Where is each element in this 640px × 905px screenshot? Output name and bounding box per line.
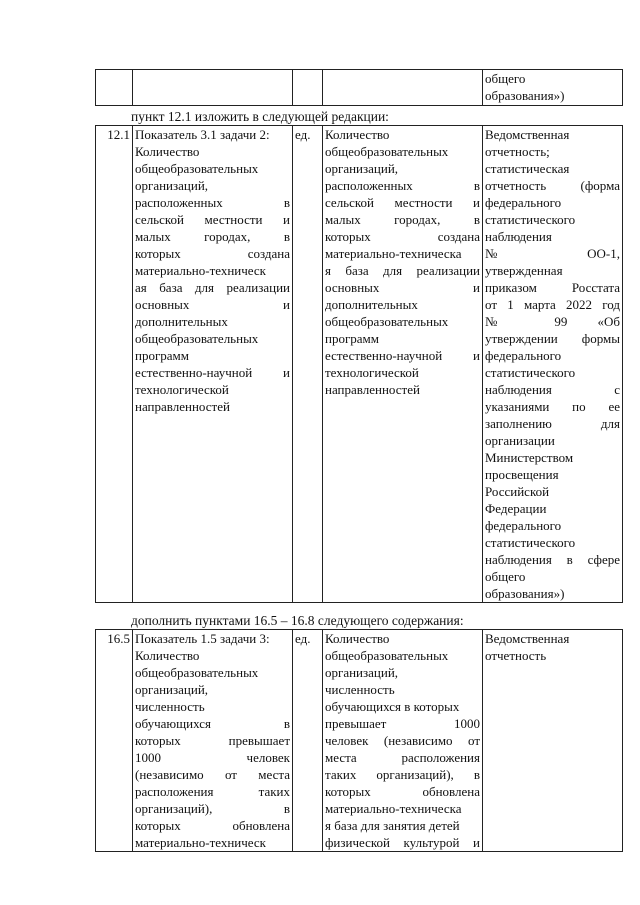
text-line: статистического — [485, 212, 576, 227]
text-line: программ — [325, 331, 380, 346]
text-line: дополнительных — [325, 297, 418, 312]
text-line: Показатель 1.5 задачи 3: — [135, 631, 270, 646]
instruction-caption: дополнить пунктами 16.5 – 16.8 следующего содержания: — [131, 613, 464, 628]
text-line: отчетность — [485, 648, 547, 663]
text-line: организаций, — [325, 665, 399, 680]
text-line: общего — [485, 569, 526, 584]
text-line: образования») — [485, 88, 565, 103]
text-line: общего — [485, 71, 526, 86]
text-line: физической культурой и — [325, 835, 480, 850]
indicator-cell — [133, 630, 293, 852]
text-line: приказом Росстата — [485, 280, 620, 295]
name-cell — [323, 126, 483, 603]
text-line: численность — [135, 699, 205, 714]
text-line: отчетность (форма — [485, 178, 620, 193]
table-row — [96, 70, 623, 106]
text-line: федерального — [485, 348, 562, 363]
text-line: направленностей — [135, 399, 230, 414]
text-line: статистическая — [485, 161, 570, 176]
text-line: естественно-научной и — [325, 348, 480, 363]
text-line: превышает 1000 — [325, 716, 480, 731]
text-line: Количество — [135, 144, 200, 159]
text-line: дополнительных — [135, 314, 228, 329]
text-line: сельской местности и — [325, 195, 480, 210]
text-line: малых городах, в — [135, 229, 290, 244]
text-line: расположенных в — [135, 195, 290, 210]
text-line: 1000 человек — [135, 750, 290, 765]
text-line: материально-техническа — [325, 246, 462, 261]
text-line: расположения таких — [135, 784, 290, 799]
source-cell — [483, 70, 623, 106]
text-line: Показатель 3.1 задачи 2: — [135, 127, 270, 142]
text-line: материально-техническ — [135, 835, 266, 850]
text-line: Количество — [135, 648, 200, 663]
text-line: общеобразовательных — [325, 144, 449, 159]
text-line: наблюдения в сфере — [485, 552, 620, 567]
text-line: Количество — [325, 631, 390, 646]
text-line: статистического — [485, 365, 576, 380]
num-cell: 16.5 — [96, 630, 133, 852]
table-top-fragment — [95, 69, 623, 106]
text-line: которых создана — [325, 229, 480, 244]
unit-cell: ед. — [293, 630, 323, 852]
text-line: материально-техническ — [135, 263, 266, 278]
text-line: общеобразовательных — [325, 314, 449, 329]
unit-cell — [293, 70, 323, 106]
text-line: Министерством — [485, 450, 574, 465]
text-line: общеобразовательных — [325, 648, 449, 663]
text-line: основных и — [325, 280, 480, 295]
num-cell — [96, 70, 133, 106]
text-line: которых обновлена — [135, 818, 290, 833]
text-line: от 1 марта 2022 год — [485, 297, 620, 312]
text-line: общеобразовательных — [135, 665, 259, 680]
table-row-16-5 — [95, 629, 623, 852]
text-line: федерального — [485, 518, 562, 533]
text-line: сельской местности и — [135, 212, 290, 227]
text-line: естественно-научной и — [135, 365, 290, 380]
unit-cell: ед. — [293, 126, 323, 603]
text-line: отчетность; — [485, 144, 550, 159]
text-line: программ — [135, 348, 190, 363]
source-cell — [483, 126, 623, 603]
text-line: места расположения — [325, 750, 480, 765]
text-line: Федерации — [485, 501, 547, 516]
text-line: заполнению для — [485, 416, 620, 431]
text-line: направленностей — [325, 382, 420, 397]
text-line: (независимо от места — [135, 767, 290, 782]
table-row-12-1 — [95, 125, 623, 603]
text-line: которых создана — [135, 246, 290, 261]
table-row — [96, 630, 623, 852]
text-line: обучающихся в которых — [325, 699, 460, 714]
text-line: основных и — [135, 297, 290, 312]
text-line: утвержденная — [485, 263, 563, 278]
text-line: человек (независимо от — [325, 733, 480, 748]
text-line: материально-техническа — [325, 801, 462, 816]
text-line: № 99 «Об — [485, 314, 620, 329]
text-line: № ОО-1, — [485, 246, 620, 261]
instruction-caption: пункт 12.1 изложить в следующей редакции: — [131, 109, 389, 124]
indicator-cell — [133, 126, 293, 603]
text-line: Количество — [325, 127, 390, 142]
text-line: просвещения — [485, 467, 559, 482]
text-line: малых городах, в — [325, 212, 480, 227]
text-line: организации — [485, 433, 555, 448]
text-line: утверждении формы — [485, 331, 620, 346]
text-line: организаций, — [325, 161, 399, 176]
name-cell — [323, 630, 483, 852]
name-cell — [323, 70, 483, 106]
text-line: расположенных в — [325, 178, 480, 193]
text-line: наблюдения с — [485, 382, 620, 397]
num-cell: 12.1 — [96, 126, 133, 603]
text-line: организаций), в — [135, 801, 290, 816]
text-line: я база для занятия детей — [325, 818, 460, 833]
text-line: технологической — [135, 382, 229, 397]
text-line: организаций, — [135, 178, 209, 193]
text-line: которых превышает — [135, 733, 290, 748]
text-line: Ведомственная — [485, 127, 570, 142]
text-line: наблюдения — [485, 229, 552, 244]
text-line: общеобразовательных — [135, 331, 259, 346]
text-line: численность — [325, 682, 395, 697]
text-line: Российской — [485, 484, 550, 499]
indicator-cell — [133, 70, 293, 106]
text-line: общеобразовательных — [135, 161, 259, 176]
text-line: технологической — [325, 365, 419, 380]
text-line: статистического — [485, 535, 576, 550]
text-line: указаниями по ее — [485, 399, 620, 414]
text-line: организаций, — [135, 682, 209, 697]
source-cell — [483, 630, 623, 852]
text-line: таких организаций), в — [325, 767, 480, 782]
text-line: которых обновлена — [325, 784, 480, 799]
text-line: ая база для реализации — [135, 280, 290, 295]
table-row — [96, 126, 623, 603]
text-line: Ведомственная — [485, 631, 570, 646]
text-line: я база для реализации — [325, 263, 480, 278]
text-line: обучающихся в — [135, 716, 290, 731]
text-line: федерального — [485, 195, 562, 210]
text-line: образования») — [485, 586, 565, 601]
